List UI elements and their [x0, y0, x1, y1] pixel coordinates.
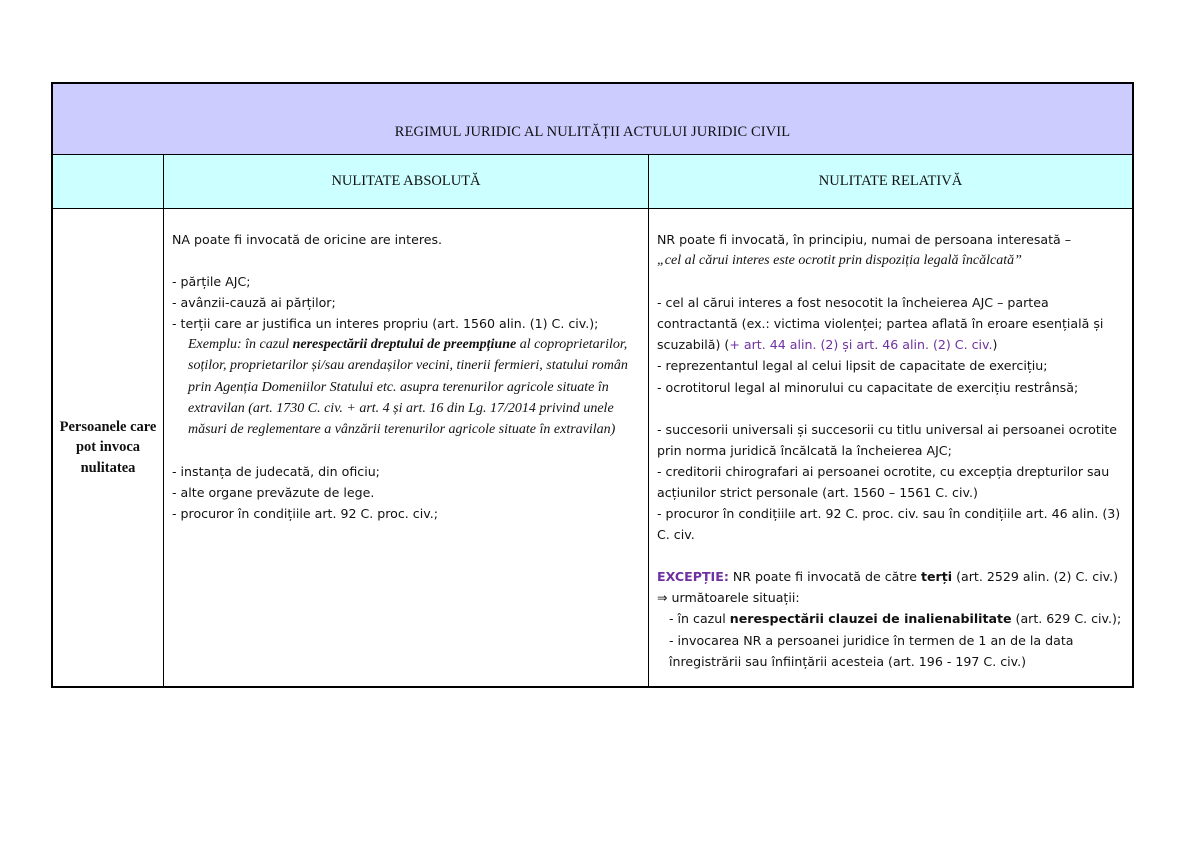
- relative-item-successors: - succesorii universali și succesorii cu titlu universal ai persoanei ocrotite prin norma juridică încălcată la încheierea AJC;: [657, 421, 1118, 458]
- relative-exception: [657, 566, 1125, 608]
- example-lead: Exemplu: în cazul: [188, 337, 293, 353]
- absolute-item-successors: - avânzii-cauză ai părților;: [172, 295, 336, 311]
- exception-third-parties: terți: [921, 569, 953, 585]
- relative-item1-reference: + art. 44 alin. (2) și art. 46 alin. (2) C. civ.: [729, 337, 993, 353]
- absolute-item-prosecutor: - procuror în condițiile art. 92 C. proc. civ.;: [172, 506, 438, 522]
- row-label: Persoanele care pot invoca nulitatea: [53, 209, 164, 686]
- absolute-item-third-parties: - terții care ar justifica un interes propriu (art. 1560 alin. (1) C. civ.);: [172, 316, 599, 332]
- header-empty-cell: [53, 155, 164, 208]
- relative-item-protected-party: [657, 292, 1125, 355]
- case1-emphasis: nerespectării clauzei de inalienabilitate: [729, 611, 1012, 627]
- table-title-row: [53, 84, 1132, 155]
- table-title: REGIMUL JURIDIC AL NULITĂȚII ACTULUI JURIDIC CIVIL: [394, 124, 791, 140]
- absolute-item-court: - instanța de judecată, din oficiu;: [172, 463, 380, 479]
- absolute-item-parties: - părțile AJC;: [172, 274, 251, 290]
- relative-item1-text: - cel al cărui interes a fost nesocotit la încheierea AJC – partea contractantă (ex.: victima violenței; partea aflată în eroare esențială și scuzabilă) (: [657, 295, 1104, 353]
- exception-case-legal-person: - invocarea NR a persoanei juridice în termen de 1 an de la data înregistrării sau înființării acesteia (art. 196 - 197 C. civ.): [669, 632, 1074, 669]
- absolute-nullity-cell: [164, 209, 649, 686]
- relative-item-creditors: - creditorii chirografari ai persoanei ocrotite, cu excepția drepturilor sau acțiunilor strict personale (art. 1560 – 1561 C. civ.): [657, 463, 1110, 500]
- exception-text-a: NR poate fi invocată de către: [728, 569, 921, 585]
- relative-intro: NR poate fi invocată, în principiu, numai de persoana interesată –: [657, 232, 1072, 247]
- absolute-intro: NA poate fi invocată de oricine are interes.: [172, 232, 443, 247]
- exception-label: EXCEPȚIE:: [657, 569, 729, 585]
- exception-case-inalienability: [657, 608, 1125, 629]
- relative-item-guardian: - ocrotitorul legal al minorului cu capacitate de exercițiu restrânsă;: [657, 379, 1079, 395]
- relative-item-legal-representative: - reprezentantul legal al celui lipsit de capacitate de exercițiu;: [657, 358, 1048, 374]
- table-body-row: [53, 209, 1132, 686]
- header-absolute-nullity: NULITATE ABSOLUTĂ: [164, 155, 649, 208]
- relative-item-prosecutor: - procuror în condițiile art. 92 C. proc. civ. sau în condițiile art. 46 alin. (3) C. civ.: [657, 506, 1121, 543]
- relative-nullity-cell: [649, 209, 1132, 686]
- absolute-example: [172, 334, 641, 439]
- absolute-item-other-bodies: - alte organe prevăzute de lege.: [172, 484, 375, 500]
- table-header-row: [53, 155, 1132, 209]
- relative-item1-end: ): [992, 337, 998, 353]
- relative-quote: „cel al cărui interes este ocrotit prin dispoziția legală încălcată”: [657, 253, 1022, 269]
- exception-text-c: (art. 2529 alin. (2) C. civ.) ⇒ următoarele situații:: [657, 569, 1119, 606]
- nullity-table: [51, 82, 1134, 688]
- case1-lead: - în cazul: [669, 611, 730, 627]
- example-rest: al coproprietarilor, soților, proprietarilor și/sau arendașilor vecini, tinerii fermieri, statului român prin Agenția Domeniilor Statului etc. asupra terenurilor agricole situate în extravilan (art. 1730 C. civ. + art. 4 și art. 16 din Lg. 17/2014 privind unele măsuri de reglementare a vânzării terenurilor agricole situate în extravilan): [188, 337, 628, 437]
- header-relative-nullity: NULITATE RELATIVĂ: [818, 173, 963, 189]
- case1-ref: (art. 629 C. civ.);: [1011, 611, 1122, 627]
- example-emphasis: nerespectării dreptului de preempțiune: [292, 337, 517, 353]
